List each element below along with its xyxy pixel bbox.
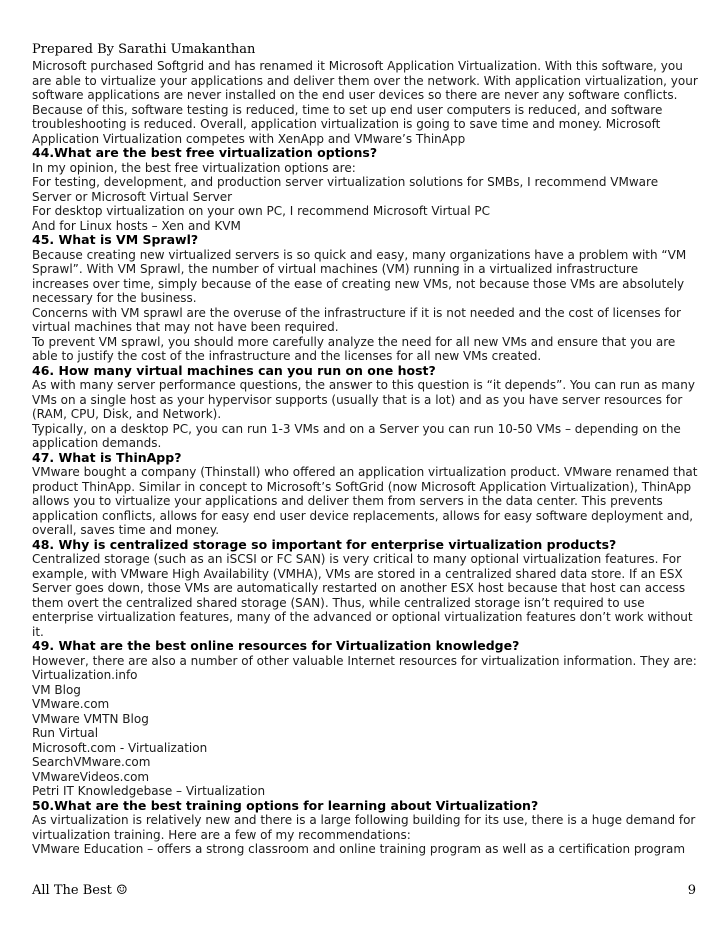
paragraph: Centralized storage (such as an iSCSI or FC SAN) is very critical to many optional virtualization features. For example, with VMware High Availability (VMHA), VMs are stored in a centralized shared data store. If an ESX Server goes down, those VMs are automatically restarted on another ESX host because that host can access them overt the centralized shared storage (SAN). Thus, while centralized storage isn’t required to use enterprise virtualization features, many of the advanced or optional virtualization features don’t work without it.	[32, 552, 693, 639]
paragraph: In my opinion, the best free virtualization options are:	[32, 160, 356, 175]
paragraph: Concerns with VM sprawl are the overuse of the infrastructure if it is not needed and the cost of licenses for virtual machines that may not have been required.	[32, 305, 681, 334]
resource-item: VMware.com	[32, 697, 110, 711]
resource-item: Petri IT Knowledgebase – Virtualization	[32, 784, 266, 798]
paragraph: For desktop virtualization on your own PC, I recommend Microsoft Virtual PC	[32, 204, 490, 218]
section-heading-46: 46. How many virtual machines can you run on one host?	[32, 362, 436, 378]
footer-sign-off: All The Best ☺	[32, 883, 128, 898]
document-body	[32, 59, 698, 857]
page-number: 9	[687, 883, 696, 898]
paragraph: VMware Education – offers a strong classroom and online training program as well as a certification program	[32, 842, 686, 856]
resource-item: Virtualization.info	[32, 668, 138, 682]
paragraph: As with many server performance questions, the answer to this question is “it depends”. You can run as many VMs on a single host as your hypervisor supports (usually that is a lot) and as you have server resources for (RAM, CPU, Disk, and Network).	[32, 378, 695, 421]
resource-item: Microsoft.com - Virtualization	[32, 740, 208, 755]
resource-item: VM Blog	[32, 682, 81, 697]
paragraph: And for Linux hosts – Xen and KVM	[32, 218, 241, 233]
resource-item: VMware VMTN Blog	[32, 711, 149, 726]
section-heading-49: 49. What are the best online resources for Virtualization knowledge?	[32, 638, 520, 653]
section-heading-45: 45. What is VM Sprawl?	[32, 232, 199, 247]
paragraph: VMware bought a company (Thinstall) who offered an application virtualization product. VMware renamed that product ThinApp. Similar in concept to Microsoft’s SoftGrid (now Microsoft Application Virtualization), ThinApp allows you to virtualize your applications and deliver them from servers in the data center. This prevents application conflicts, allows for easy end user device replacements, allows for easy software deployment and, overall, saves time and money.	[32, 465, 698, 537]
paragraph: As virtualization is relatively new and there is a large following building for its use, there is a huge demand for virtualization training. Here are a few of my recommendations:	[32, 813, 696, 842]
paragraph: Because creating new virtualized servers is so quick and easy, many organizations have a problem with “VM Sprawl”. With VM Sprawl, the number of virtual machines (VM) running in a virtualized infrastructure increases over time, simply because of the ease of creating new VMs, not because those VMs are absolutely necessary for the business.	[32, 247, 687, 305]
paragraph: Typically, on a desktop PC, you can run 1-3 VMs and on a Server you can run 10-50 VMs – depending on the application demands.	[32, 421, 681, 450]
intro-paragraph: Microsoft purchased Softgrid and has renamed it Microsoft Application Virtualization. With this software, you are able to virtualize your applications and deliver them over the network. With application virtualization, your software applications are never installed on the end user devices so there are never any software conflicts. Because of this, software testing is reduced, time to set up end user computers is reduced, and software troubleshooting is reduced. Overall, application virtualization is going to save time and money. Microsoft Application Virtualization competes with XenApp and VMware’s ThinApp	[32, 59, 698, 146]
page-footer	[32, 883, 696, 898]
resource-item: Run Virtual	[32, 726, 99, 740]
paragraph: For testing, development, and production server virtualization solutions for SMBs, I recommend VMware Server or Microsoft Virtual Server	[32, 175, 659, 204]
paragraph: However, there are also a number of other valuable Internet resources for virtualization information. They are:	[32, 653, 697, 668]
section-heading-47: 47. What is ThinApp?	[32, 449, 182, 465]
paragraph: To prevent VM sprawl, you should more carefully analyze the need for all new VMs and ensure that you are able to justify the cost of the infrastructure and the licenses for all new VMs created.	[32, 334, 676, 363]
resource-item: SearchVMware.com	[32, 755, 151, 769]
page-header-author: Prepared By Sarathi Umakanthan	[32, 42, 256, 57]
section-heading-44: 44.What are the best free virtualization options?	[32, 145, 378, 160]
section-heading-50: 50.What are the best training options for learning about Virtualization?	[32, 797, 539, 813]
section-heading-48: 48. Why is centralized storage so important for enterprise virtualization products?	[32, 536, 617, 552]
resource-item: VMwareVideos.com	[32, 769, 150, 784]
